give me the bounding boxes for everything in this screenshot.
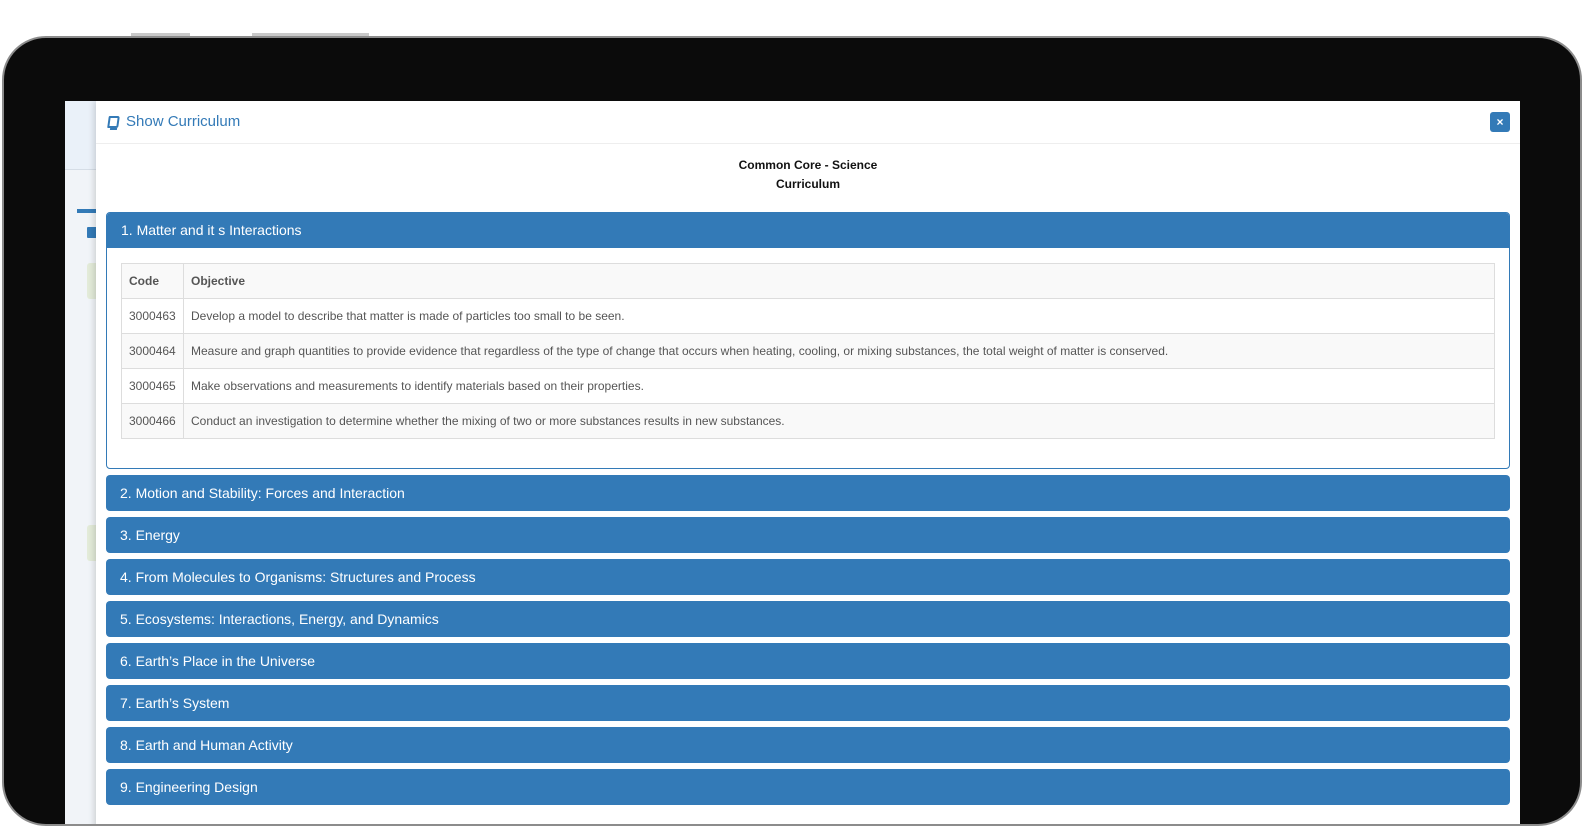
subject-subtitle: Curriculum (775, 177, 840, 191)
accordion-heading[interactable]: 9. Engineering Design (106, 769, 1510, 805)
objective-cell: Develop a model to describe that matter is made of particles too small to be seen. (184, 299, 1495, 334)
code-cell: 3000463 (122, 299, 184, 334)
objective-cell: Make observations and measurements to identify materials based on their properties. (184, 369, 1495, 404)
subject-title: Common Core - Science (738, 158, 878, 172)
modal-header (96, 101, 1520, 144)
accordion-heading[interactable]: 1. Matter and it s Interactions (107, 213, 1509, 248)
accordion-heading[interactable]: 7. Earth’s System (106, 685, 1510, 721)
table-row (122, 404, 1495, 439)
code-cell: 3000466 (122, 404, 184, 439)
modal-title-text: Show Curriculum (126, 113, 241, 130)
accordion-heading[interactable]: 5. Ecosystems: Interactions, Energy, and Dynamics (106, 601, 1510, 637)
curriculum-subject (96, 156, 1520, 194)
accordion-panel-expanded (106, 212, 1510, 469)
app-screen (65, 101, 1520, 826)
column-header-code: Code (122, 264, 184, 299)
table-row (122, 299, 1495, 334)
accordion-heading[interactable]: 8. Earth and Human Activity (106, 727, 1510, 763)
close-button[interactable]: × (1490, 112, 1510, 132)
table-row (122, 334, 1495, 369)
objective-cell: Measure and graph quantities to provide evidence that regardless of the type of change that occurs when heating, cooling, or mixing substances, the total weight of matter is conserved. (184, 334, 1495, 369)
column-header-objective: Objective (184, 264, 1495, 299)
objectives-table-wrap (121, 263, 1495, 439)
accordion-heading[interactable]: 4. From Molecules to Organisms: Structures and Process (106, 559, 1510, 595)
objectives-table (121, 263, 1495, 439)
accordion-heading[interactable]: 3. Energy (106, 517, 1510, 553)
table-header-row (122, 264, 1495, 299)
accordion-heading[interactable]: 6. Earth’s Place in the Universe (106, 643, 1510, 679)
table-row (122, 369, 1495, 404)
curriculum-modal (96, 101, 1520, 826)
accordion-heading[interactable]: 2. Motion and Stability: Forces and Interaction (106, 475, 1510, 511)
book-icon (107, 116, 120, 128)
objective-cell: Conduct an investigation to determine whether the mixing of two or more substances results in new substances. (184, 404, 1495, 439)
code-cell: 3000464 (122, 334, 184, 369)
modal-title (108, 113, 240, 130)
code-cell: 3000465 (122, 369, 184, 404)
device-frame (2, 36, 1582, 826)
